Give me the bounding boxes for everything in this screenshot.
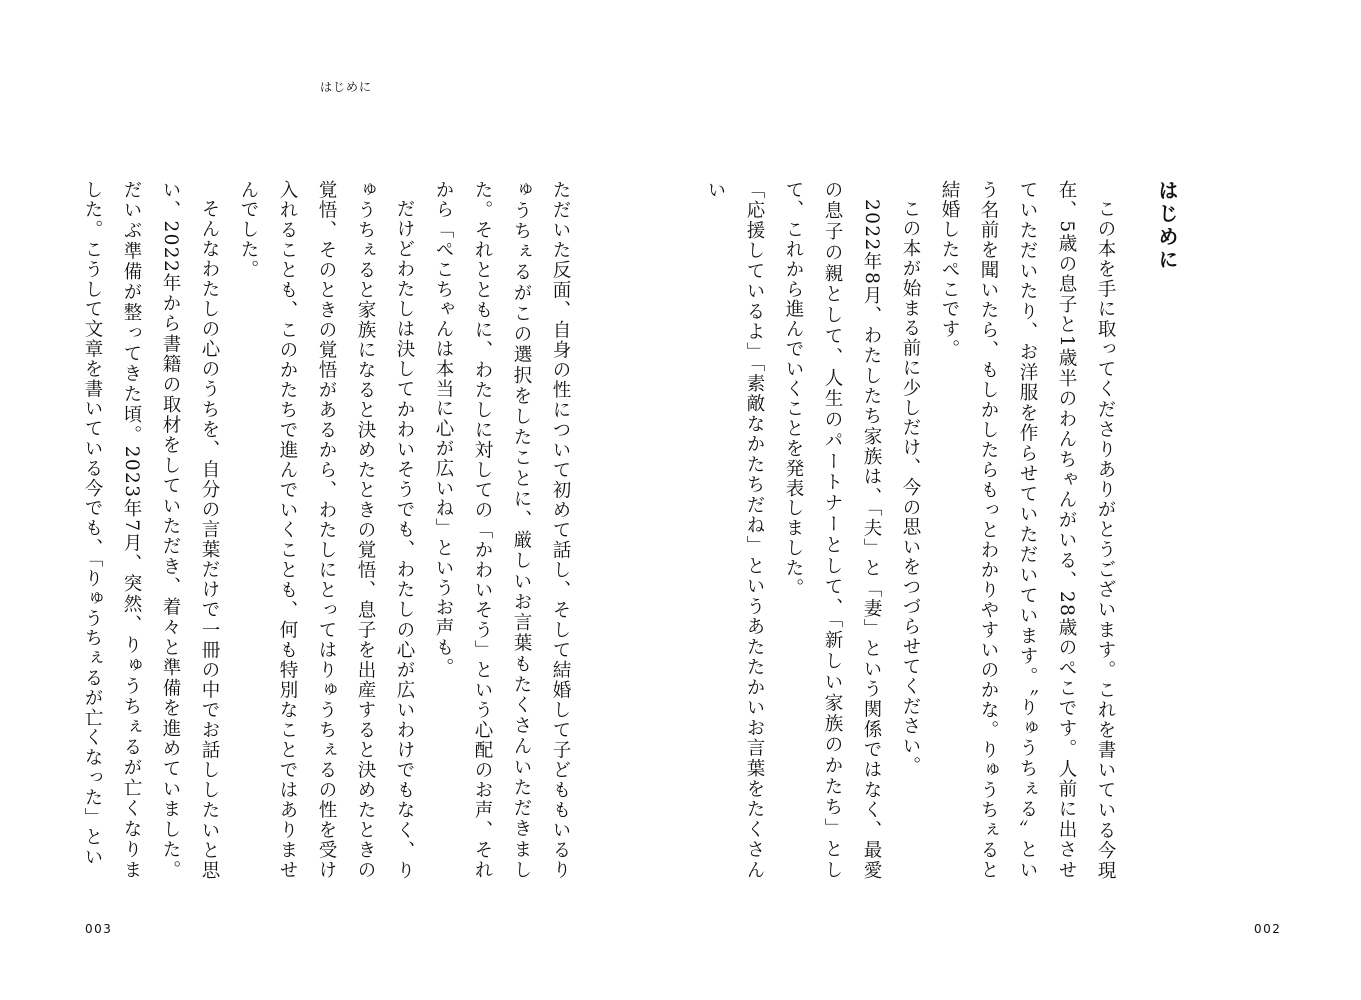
right-page-body — [705, 180, 1186, 880]
left-page — [0, 0, 680, 1000]
chapter-title: はじめに — [1155, 180, 1179, 272]
paragraph: この本が始まる前に少しだけ、今の思いをつづらせてください。 — [900, 198, 921, 776]
paragraph: ただいた反面、自身の性について初めて話し、そして結婚して子どももいるりゅうちぇるがこの選択をしたことに、厳しいお言葉もたくさんいただきました。それとともに、わたしに対しての「かわいそう」という心配のお声、それから「ぺこちゃんは本当に心が広いね」というお声も。 — [433, 180, 571, 880]
running-head: はじめに — [320, 80, 373, 94]
right-page — [681, 0, 1361, 1000]
paragraph: そんなわたしの心のうちを、自分の言葉だけで一冊の中でお話ししたいと思い、2022年から書籍の取材をしていただき、着々と準備を進めていました。だいぶ準備が整ってきた頃。2023年7月、突然、りゅうちぇるが亡くなりました。こうして文章を書いている今でも、「りゅうちぇるが亡くなった」とい — [82, 180, 220, 880]
left-page-body — [82, 180, 580, 880]
paragraph: この本を手に取ってくださりありがとうございます。これを書いている今現在、5歳の息子と1歳半のわんちゃんがいる、28歳のぺこです。人前に出させていただいたり、お洋服を作らせていただいています。〝りゅうちぇる〟という名前を聞いたら、もしかしたらもっとわかりやすいのかな。りゅうちぇると結婚したぺこです。 — [939, 180, 1116, 880]
paragraph: 2022年8月、わたしたち家族は、「夫」と「妻」という関係ではなく、最愛の息子の親として、人生のパートナーとして、「新しい家族のかたち」として、これから進んでいくことを発表しました。 — [783, 180, 882, 880]
page-number-right: 002 — [1254, 922, 1282, 936]
paragraph: 「応援しているよ」「素敵なかたちだね」というあたたかいお言葉をたくさんい — [705, 180, 765, 880]
paragraph: だけどわたしは決してかわいそうでも、わたしの心が広いわけでもなく、りゅうちぇると家族になると決めたときの覚悟、息子を出産すると決めたときの覚悟、そのときの覚悟があるから、わたしにとってはりゅうちぇるの性を受け入れることも、このかたちで進んでいくことも、何も特別なことではありませんでした。 — [238, 180, 415, 880]
page-number-left: 003 — [85, 922, 113, 936]
